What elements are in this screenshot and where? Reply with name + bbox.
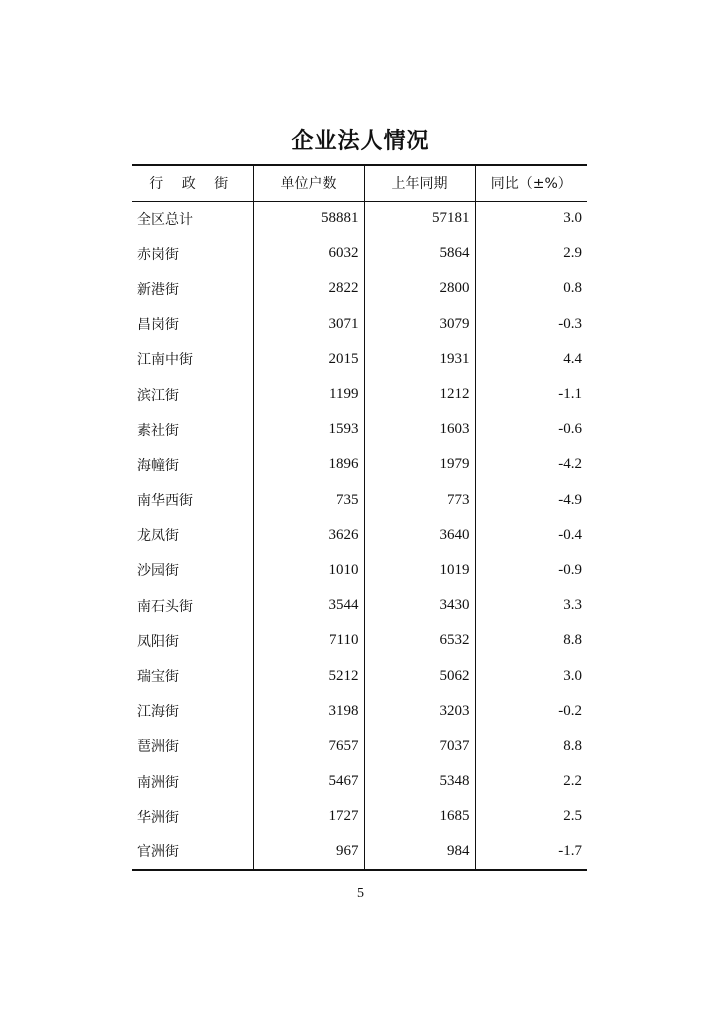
district-name: 海幢街 — [137, 457, 179, 474]
last-year-count: 6532 — [364, 623, 475, 658]
unit-count: 3071 — [253, 307, 364, 342]
district-name: 全区总计 — [137, 211, 193, 228]
district-name: 华洲街 — [137, 809, 179, 826]
yoy-change: 2.9 — [475, 236, 587, 271]
unit-count: 6032 — [253, 236, 364, 271]
unit-count: 967 — [253, 834, 364, 869]
last-year-count: 5864 — [364, 236, 475, 271]
unit-count: 2822 — [253, 271, 364, 306]
unit-count: 1593 — [253, 412, 364, 447]
district-name: 南洲街 — [137, 774, 179, 791]
unit-count: 1199 — [253, 377, 364, 412]
last-year-count: 3203 — [364, 694, 475, 729]
last-year-count: 3640 — [364, 518, 475, 553]
table-row — [132, 236, 587, 271]
district-name: 南华西街 — [137, 493, 193, 510]
last-year-count: 984 — [364, 834, 475, 869]
page-number: 5 — [357, 886, 364, 901]
yoy-change: -1.7 — [475, 834, 587, 869]
header-district: 行 政 街 — [132, 165, 253, 201]
last-year-count: 5062 — [364, 658, 475, 693]
unit-count: 5212 — [253, 658, 364, 693]
last-year-count: 57181 — [364, 201, 475, 236]
yoy-change: -1.1 — [475, 377, 587, 412]
district-name: 江南中街 — [137, 352, 193, 369]
district-name: 琶洲街 — [137, 739, 179, 756]
header-last-year: 上年同期 — [364, 165, 475, 201]
district-name: 瑞宝街 — [137, 669, 179, 686]
last-year-count: 7037 — [364, 729, 475, 764]
yoy-change: 3.3 — [475, 588, 587, 623]
yoy-change: -0.4 — [475, 518, 587, 553]
yoy-change: -0.3 — [475, 307, 587, 342]
unit-count: 1010 — [253, 553, 364, 588]
table-header-row — [132, 165, 587, 201]
yoy-change: 2.5 — [475, 799, 587, 834]
last-year-count: 773 — [364, 483, 475, 518]
yoy-change: 3.0 — [475, 201, 587, 236]
table-row — [132, 658, 587, 693]
enterprise-legal-person-table — [132, 164, 587, 871]
table-row — [132, 412, 587, 447]
page-title: 企业法人情况 — [291, 129, 430, 154]
table-row — [132, 764, 587, 799]
district-name: 赤岗街 — [137, 246, 179, 263]
district-name: 昌岗街 — [137, 317, 179, 334]
last-year-count: 1019 — [364, 553, 475, 588]
district-name: 江海街 — [137, 704, 179, 721]
last-year-count: 2800 — [364, 271, 475, 306]
table-row — [132, 447, 587, 482]
table-row — [132, 201, 587, 236]
yoy-change: -0.9 — [475, 553, 587, 588]
district-name: 新港街 — [137, 281, 179, 298]
table-row — [132, 553, 587, 588]
yoy-change: 2.2 — [475, 764, 587, 799]
unit-count: 58881 — [253, 201, 364, 236]
table-row — [132, 694, 587, 729]
district-name: 沙园街 — [137, 563, 179, 580]
unit-count: 3544 — [253, 588, 364, 623]
last-year-count: 1931 — [364, 342, 475, 377]
table-row — [132, 377, 587, 412]
unit-count: 1727 — [253, 799, 364, 834]
yoy-change: 8.8 — [475, 623, 587, 658]
table-row — [132, 307, 587, 342]
district-name: 龙凤街 — [137, 528, 179, 545]
yoy-change: 0.8 — [475, 271, 587, 306]
unit-count: 3198 — [253, 694, 364, 729]
district-name: 南石头街 — [137, 598, 193, 615]
last-year-count: 5348 — [364, 764, 475, 799]
unit-count: 3626 — [253, 518, 364, 553]
district-name: 凤阳街 — [137, 633, 179, 650]
header-yoy-change: 同比（±%） — [475, 165, 587, 201]
unit-count: 735 — [253, 483, 364, 518]
header-unit-count: 单位户数 — [253, 165, 364, 201]
yoy-change: -4.2 — [475, 447, 587, 482]
table-row — [132, 271, 587, 306]
table-row — [132, 483, 587, 518]
unit-count: 1896 — [253, 447, 364, 482]
table-row — [132, 518, 587, 553]
table-row — [132, 729, 587, 764]
table-row — [132, 623, 587, 658]
table-row — [132, 342, 587, 377]
district-name: 素社街 — [137, 422, 179, 439]
yoy-change: 4.4 — [475, 342, 587, 377]
last-year-count: 3430 — [364, 588, 475, 623]
unit-count: 7110 — [253, 623, 364, 658]
last-year-count: 1685 — [364, 799, 475, 834]
last-year-count: 3079 — [364, 307, 475, 342]
unit-count: 2015 — [253, 342, 364, 377]
district-name: 滨江街 — [137, 387, 179, 404]
table-row — [132, 799, 587, 834]
yoy-change: 3.0 — [475, 658, 587, 693]
table-row — [132, 834, 587, 869]
district-name: 官洲街 — [132, 834, 253, 869]
table-row — [132, 588, 587, 623]
yoy-change: 8.8 — [475, 729, 587, 764]
unit-count: 5467 — [253, 764, 364, 799]
last-year-count: 1979 — [364, 447, 475, 482]
last-year-count: 1603 — [364, 412, 475, 447]
yoy-change: -0.6 — [475, 412, 587, 447]
yoy-change: -4.9 — [475, 483, 587, 518]
unit-count: 7657 — [253, 729, 364, 764]
last-year-count: 1212 — [364, 377, 475, 412]
table-body — [132, 201, 587, 870]
yoy-change: -0.2 — [475, 694, 587, 729]
